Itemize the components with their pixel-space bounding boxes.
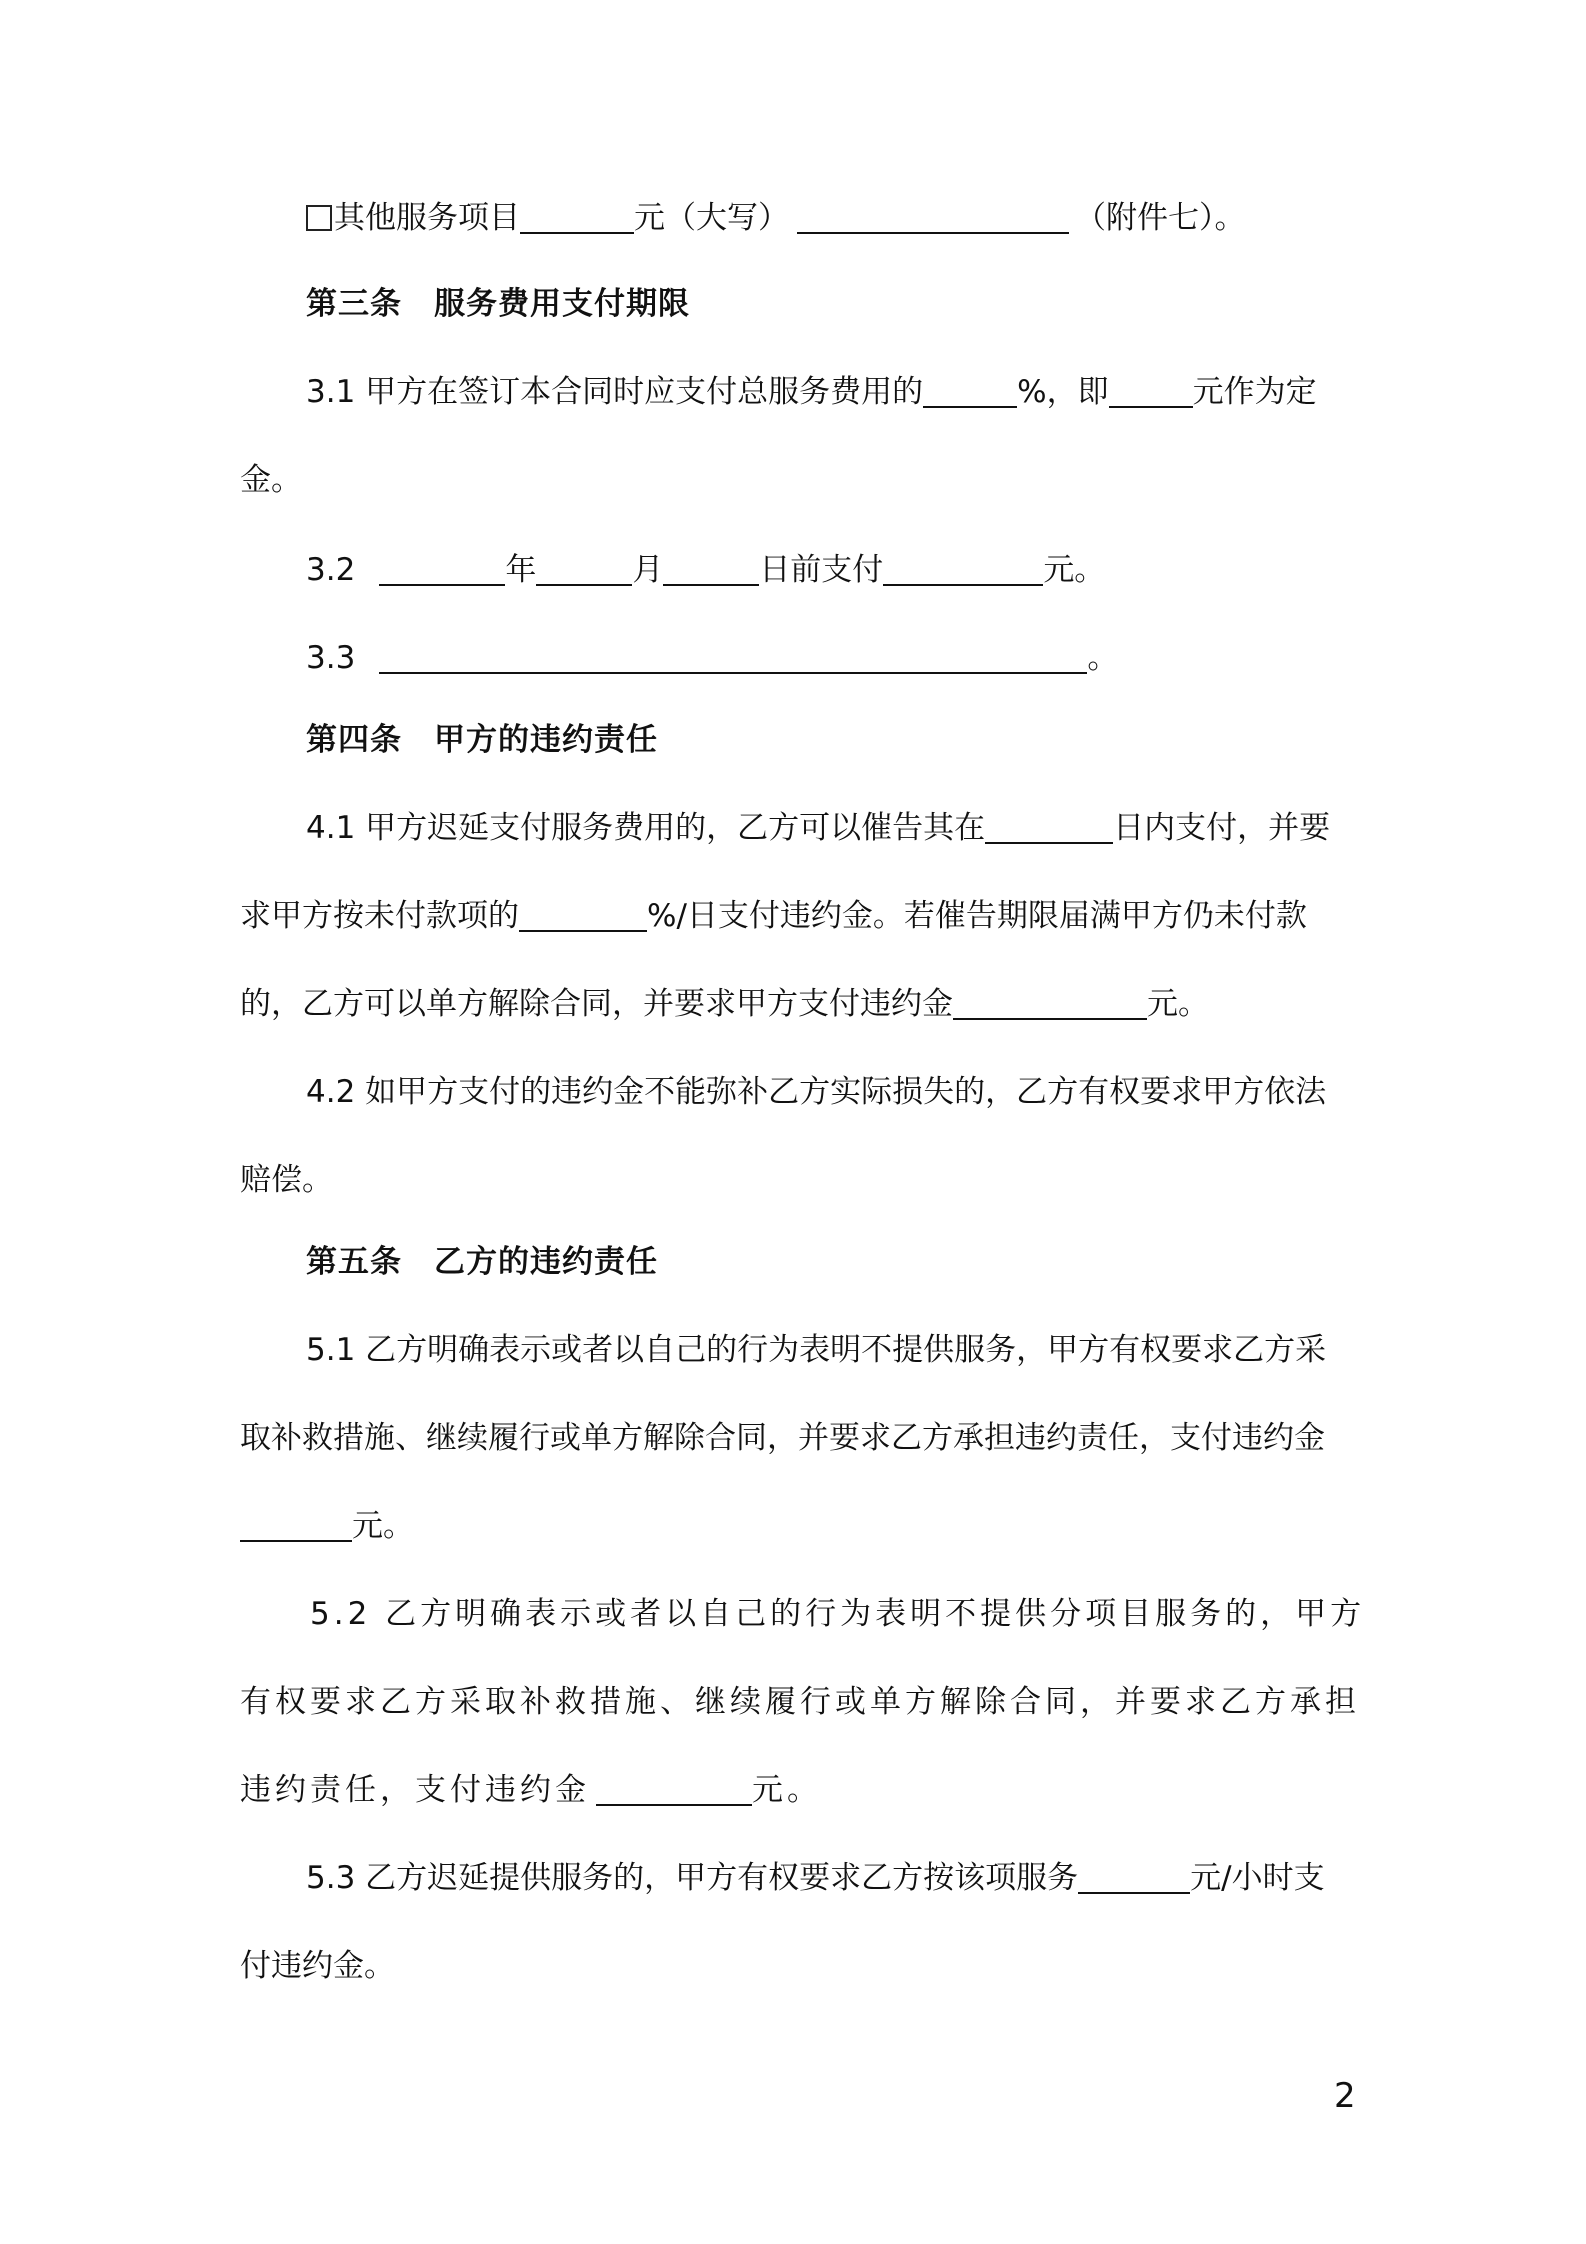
article-5-heading: 第五条 乙方的违约责任 <box>306 1244 658 1280</box>
clause-text: 元/小时支 <box>1190 1860 1325 1896</box>
clause-text: 的，乙方可以单方解除合同，并要求甲方支付违约金 <box>240 986 953 1022</box>
clause-5-2: 5.2 乙方明确表示或者以自己的行为表明不提供分项目服务的，甲方 <box>310 1596 1366 1632</box>
article-4-heading: 第四条 甲方的违约责任 <box>306 722 658 758</box>
clause-4-1-line-2 <box>240 896 1307 936</box>
clause-text: 日内支付，并要 <box>1113 810 1331 846</box>
blank-field[interactable] <box>536 554 632 586</box>
clause-4-2-cont: 赔偿。 <box>240 1162 333 1198</box>
clause-5-1-line-2: 取补救措施、继续履行或单方解除合同，并要求乙方承担违约责任，支付违约金 <box>240 1420 1325 1456</box>
clause-text: 元作为定 <box>1192 374 1317 410</box>
clause-text: 元。 <box>752 1772 822 1808</box>
yuan-label: 元 <box>634 200 665 236</box>
clause-number: 3.2 <box>306 552 356 588</box>
blank-field[interactable] <box>883 554 1043 586</box>
clause-5-3-cont: 付违约金。 <box>240 1948 395 1984</box>
other-service-line <box>306 198 1246 238</box>
clause-3-3 <box>306 638 1118 678</box>
other-service-label: 其他服务项目 <box>334 200 520 236</box>
clause-4-2: 4.2 如甲方支付的违约金不能弥补乙方实际损失的，乙方有权要求甲方依法 <box>306 1074 1327 1110</box>
clause-5-3 <box>306 1858 1325 1898</box>
clause-4-1-line-3 <box>240 984 1209 1024</box>
blank-field[interactable] <box>379 554 505 586</box>
clause-text: 。 <box>1087 640 1119 676</box>
clause-3-1 <box>306 372 1317 412</box>
attachment-label: （附件七）。 <box>1075 200 1246 236</box>
clause-text: 求甲方按未付款项的 <box>240 898 519 934</box>
blank-field[interactable] <box>797 202 1069 234</box>
clause-text: 元。 <box>1147 986 1209 1022</box>
blank-field[interactable] <box>663 554 759 586</box>
blank-field[interactable] <box>379 642 1087 674</box>
clause-3-1-cont: 金。 <box>240 462 302 498</box>
day-label: 日前支付 <box>759 552 884 588</box>
clause-4-1 <box>306 808 1330 848</box>
blank-field[interactable] <box>519 900 647 932</box>
blank-field[interactable] <box>923 376 1017 408</box>
clause-text: 元。 <box>352 1508 414 1544</box>
clause-text: %/日支付违约金。若催告期限届满甲方仍未付款 <box>647 898 1307 934</box>
clause-text: %，即 <box>1017 374 1109 410</box>
blank-field[interactable] <box>596 1774 752 1806</box>
blank-field[interactable] <box>953 988 1147 1020</box>
month-label: 月 <box>632 552 664 588</box>
clause-5-1: 5.1 乙方明确表示或者以自己的行为表明不提供服务，甲方有权要求乙方采 <box>306 1332 1327 1368</box>
clause-text: 3.1 甲方在签订本合同时应支付总服务费用的 <box>306 374 924 410</box>
clause-text: 5.3 乙方迟延提供服务的，甲方有权要求乙方按该项服务 <box>306 1860 1079 1896</box>
yuan-label: 元。 <box>1043 552 1106 588</box>
year-label: 年 <box>505 552 537 588</box>
page-number: 2 <box>1334 2076 1356 2116</box>
article-3-heading: 第三条 服务费用支付期限 <box>306 286 690 322</box>
blank-field[interactable] <box>520 202 634 234</box>
blank-field[interactable] <box>985 812 1113 844</box>
clause-text: 4.1 甲方迟延支付服务费用的，乙方可以催告其在 <box>306 810 986 846</box>
clause-number: 3.3 <box>306 640 356 676</box>
clause-5-2-line-3 <box>240 1770 822 1810</box>
clause-5-1-line-3 <box>240 1506 414 1546</box>
clause-5-2-line-2: 有权要求乙方采取补救措施、继续履行或单方解除合同，并要求乙方承担 <box>240 1684 1360 1720</box>
capital-label: （大写） <box>665 200 789 236</box>
clause-text: 违约责任，支付违约金 <box>240 1772 590 1808</box>
blank-field[interactable] <box>240 1510 352 1542</box>
blank-field[interactable] <box>1078 1862 1190 1894</box>
checkbox-icon[interactable] <box>306 205 332 231</box>
blank-field[interactable] <box>1109 376 1193 408</box>
clause-3-2 <box>306 550 1105 590</box>
